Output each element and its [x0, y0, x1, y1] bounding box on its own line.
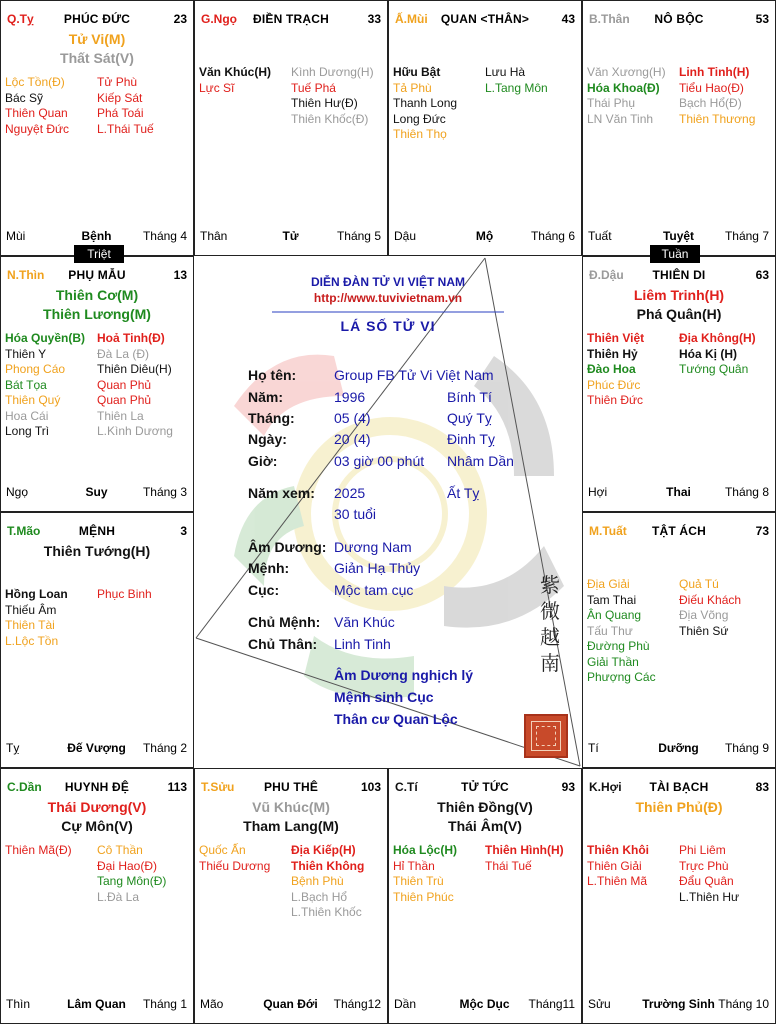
palace-footer — [588, 485, 769, 501]
main-star: Tử Vi(M) — [68, 31, 126, 47]
palace-stem: B.Thân — [589, 12, 630, 26]
palace-age: 43 — [561, 12, 575, 26]
minor-star: Địa Không(H) — [679, 331, 756, 345]
palace-thin — [0, 256, 194, 512]
palace-branch: Mão — [200, 997, 224, 1011]
info-value: 20 (4) — [334, 431, 371, 447]
palace-stem: T.Sửu — [201, 780, 235, 794]
palace-branch: Tí — [588, 741, 599, 755]
info-value: 03 giờ 00 phút — [334, 453, 425, 469]
minor-star: L.Bạch Hổ — [291, 889, 348, 904]
minor-star: Thiên Khôi — [587, 843, 649, 857]
palace-footer — [6, 741, 187, 757]
info-value: 05 (4) — [334, 410, 371, 426]
minor-star: Tiểu Hao(Đ) — [679, 80, 744, 95]
minor-star: Trực Phù — [679, 858, 729, 873]
minor-star: Văn Xương(H) — [587, 65, 666, 79]
info-label: Họ tên: — [248, 367, 297, 383]
main-star: Thiên Phủ(Đ) — [635, 799, 723, 815]
info-value: 30 tuổi — [334, 506, 377, 522]
minor-star: Hóa Quyền(B) — [5, 331, 86, 345]
minor-star: Thiên Y — [5, 346, 47, 361]
palace-footer — [588, 997, 769, 1013]
main-star: Thái Dương(V) — [47, 799, 147, 815]
palace-life-stage: Dưỡng — [658, 741, 699, 755]
minor-star: Ân Quang — [587, 608, 642, 622]
palace-stem: N.Thìn — [7, 268, 45, 282]
palace-tuat — [582, 512, 776, 768]
minor-star: Hóa Khoa(Đ) — [587, 80, 660, 95]
minor-star: Thiên Việt — [587, 331, 645, 345]
info-label: Ngày: — [248, 431, 287, 447]
palace-life-stage: Lâm Quan — [67, 997, 126, 1011]
minor-star: Phong Cáo — [5, 362, 66, 376]
minor-stars-left — [587, 65, 666, 127]
minor-stars-right — [291, 65, 374, 127]
minor-star: Hóa Lộc(H) — [393, 843, 457, 857]
palace-stem: T.Mão — [7, 524, 41, 538]
palace-age: 33 — [367, 12, 381, 26]
minor-stars-right — [97, 331, 173, 440]
palace-branch: Tỵ — [6, 741, 20, 755]
main-star: Cự Môn(V) — [61, 818, 133, 834]
palace-life-stage: Đế Vượng — [67, 741, 126, 755]
minor-star: Điếu Khách — [679, 592, 742, 607]
main-star: Thiên Lương(M) — [43, 306, 151, 322]
minor-stars-left — [5, 331, 85, 440]
palace-life-stage: Thai — [666, 485, 691, 499]
minor-star: Lực Sĩ — [199, 80, 235, 95]
minor-star: Tử Phù — [97, 75, 138, 89]
palace-month: Tháng 10 — [718, 997, 769, 1011]
palace-life-stage: Bệnh — [81, 229, 112, 243]
info-can-chi: Bính Tí — [447, 389, 492, 405]
minor-star: Thiên Quý — [5, 393, 61, 407]
palace-stem: Đ.Dậu — [589, 268, 624, 282]
minor-stars-left — [5, 587, 68, 649]
palace-month: Tháng 2 — [142, 741, 187, 755]
minor-star: Thiên Giải — [587, 858, 642, 873]
palace-month: Tháng 9 — [724, 741, 769, 755]
palace-branch: Dậu — [394, 229, 417, 243]
minor-star: Thiên Phúc — [393, 889, 454, 904]
palace-stem: Q.Tỵ — [7, 12, 34, 26]
palace-header — [7, 12, 187, 28]
minor-star: Phi Liêm — [679, 843, 726, 857]
minor-star: Thiên Hư(Đ) — [291, 96, 358, 110]
site-name: DIỄN ĐÀN TỬ VI VIỆT NAM — [311, 275, 465, 289]
palace-month: Tháng 7 — [724, 229, 769, 243]
palace-name: THIÊN DI — [652, 268, 706, 282]
palace-name: TỬ TỨC — [461, 780, 509, 794]
palace-header — [589, 12, 769, 28]
minor-star: Đà La (Đ) — [97, 346, 150, 361]
minor-star: Thiên Khốc(Đ) — [291, 111, 369, 126]
minor-stars-right — [485, 843, 564, 874]
palace-name: PHÚC ĐỨC — [63, 12, 131, 26]
minor-star: Tấu Thư — [587, 623, 633, 638]
minor-stars-left — [587, 843, 649, 890]
minor-star: Thiên Thọ — [393, 127, 447, 141]
palace-month: Tháng 6 — [530, 229, 575, 243]
palace-header — [7, 268, 187, 284]
minor-stars-right — [291, 843, 364, 921]
minor-star: Hữu Bật — [393, 65, 441, 79]
minor-star: Tướng Quân — [679, 362, 749, 376]
palace-stem: G.Ngọ — [201, 12, 237, 26]
info-value: Group FB Tử Vi Việt Nam — [334, 367, 494, 383]
palace-than — [582, 0, 776, 256]
triangle-line-2 — [485, 258, 580, 766]
minor-stars-right — [679, 65, 755, 127]
center-info-panel — [194, 256, 582, 768]
palace-suu — [194, 768, 388, 1024]
palace-stem: M.Tuất — [589, 524, 627, 538]
minor-star: Thiên Diêu(H) — [97, 362, 172, 376]
palace-ti — [388, 768, 582, 1024]
minor-stars-right — [679, 843, 739, 905]
palace-branch: Hợi — [588, 485, 608, 499]
minor-star: L.Thiên Mã — [587, 874, 648, 888]
palace-header — [7, 780, 187, 796]
palace-life-stage: Quan Đới — [263, 997, 318, 1011]
minor-star: Quan Phủ — [97, 393, 152, 407]
minor-star: Thiên Mã(Đ) — [5, 843, 72, 857]
palace-name: HUYNH ĐỆ — [64, 780, 130, 794]
info-value: Văn Khúc — [334, 614, 395, 630]
minor-star: L.Thiên Hư — [679, 889, 740, 904]
minor-stars-right — [97, 843, 166, 905]
palace-age: 113 — [167, 780, 187, 794]
main-star: Phá Quân(H) — [636, 306, 722, 322]
info-label: Năm xem: — [248, 485, 315, 501]
main-star: Tham Lang(M) — [243, 818, 339, 834]
palace-stem: C.Dần — [7, 780, 42, 794]
palace-branch: Ngọ — [6, 485, 29, 499]
main-star: Liêm Trinh(H) — [633, 287, 725, 303]
minor-star: LN Văn Tinh — [587, 111, 654, 126]
palace-branch: Tuất — [588, 229, 612, 243]
minor-star: Thiếu Dương — [199, 858, 271, 873]
minor-star: Đẩu Quân — [679, 874, 734, 888]
info-value: Dương Nam — [334, 539, 412, 555]
chart-note: Mệnh sinh Cục — [334, 689, 434, 705]
chart-note: Thân cư Quan Lộc — [334, 711, 458, 727]
main-star: Vũ Khúc(M) — [252, 799, 330, 815]
minor-star: Địa Giải — [587, 577, 630, 591]
palace-name: PHỤ MẪU — [68, 268, 126, 282]
palace-footer — [6, 229, 187, 245]
info-label: Cục: — [248, 582, 280, 598]
palace-dau — [582, 256, 776, 512]
palace-hoi — [582, 768, 776, 1024]
minor-stars-left — [199, 843, 270, 874]
tuan-marker: Tuần — [650, 245, 700, 263]
palace-header — [395, 780, 575, 796]
info-label: Chủ Thân: — [248, 636, 318, 652]
triet-marker: Triệt — [74, 245, 124, 263]
minor-star: Thanh Long — [393, 96, 458, 110]
palace-footer — [6, 485, 187, 501]
palace-life-stage: Tuyệt — [662, 229, 695, 243]
palace-month: Tháng 8 — [724, 485, 769, 499]
main-star: Thiên Tướng(H) — [43, 543, 151, 559]
minor-star: Thái Tuế — [485, 858, 532, 873]
minor-star: Phúc Đức — [587, 377, 641, 392]
palace-ty — [0, 0, 194, 256]
palace-month: Tháng 5 — [336, 229, 381, 243]
palace-branch: Sửu — [588, 997, 611, 1011]
minor-stars-right — [97, 75, 154, 137]
palace-name: TẬT ÁCH — [651, 524, 707, 538]
palace-life-stage: Suy — [85, 485, 108, 499]
palace-life-stage: Mộc Dục — [459, 997, 510, 1011]
palace-name: QUAN <THÂN> — [440, 12, 530, 26]
minor-star: Thiên Đức — [587, 393, 644, 407]
minor-star: Thiên Hình(H) — [485, 843, 564, 857]
info-value: Giản Hạ Thủy — [334, 560, 421, 576]
palace-name: PHU THÊ — [263, 780, 319, 794]
minor-stars-right — [679, 577, 741, 639]
minor-star: Phục Binh — [97, 587, 152, 601]
palace-header — [201, 780, 381, 796]
minor-star: Thiên Quan — [5, 106, 68, 120]
chart-title: LÁ SỐ TỬ VI — [340, 318, 436, 334]
palace-footer — [394, 229, 575, 245]
palace-life-stage: Mộ — [475, 229, 494, 243]
palace-ngo — [194, 0, 388, 256]
info-can-chi: Nhâm Dần — [447, 453, 514, 469]
minor-star: Đào Hoa — [587, 362, 636, 376]
minor-star: Hỉ Thần — [393, 858, 435, 873]
palace-age: 53 — [755, 12, 769, 26]
minor-star: Quả Tú — [679, 577, 719, 591]
main-star: Thất Sát(V) — [60, 50, 134, 66]
info-label: Tháng: — [248, 410, 295, 426]
minor-star: Linh Tinh(H) — [679, 65, 750, 79]
palace-header — [589, 268, 769, 284]
minor-star: Thiên Tài — [5, 618, 55, 632]
palace-name: TÀI BẠCH — [649, 780, 709, 794]
palace-footer — [6, 997, 187, 1013]
minor-star: Hoa Cái — [5, 408, 49, 423]
palace-header — [589, 780, 769, 796]
info-can-chi: Đinh Tỵ — [447, 431, 495, 447]
minor-star: Bệnh Phù — [291, 874, 344, 888]
minor-star: Bát Tọa — [5, 377, 47, 392]
palace-footer — [200, 997, 381, 1013]
minor-star: Hồng Loan — [5, 587, 68, 601]
info-value: Mộc tam cục — [334, 582, 414, 598]
minor-star: L.Kình Dương — [97, 424, 173, 438]
palace-stem: K.Hợi — [589, 780, 622, 794]
minor-star: L.Thiên Khốc — [291, 905, 362, 919]
info-can-chi: Ất Tỵ — [447, 485, 480, 501]
info-label: Năm: — [248, 389, 284, 405]
info-label: Chủ Mệnh: — [248, 614, 321, 630]
minor-stars-left — [5, 75, 69, 137]
palace-age: 63 — [755, 268, 769, 282]
minor-star: Bác Sỹ — [5, 90, 44, 105]
palace-name: NÔ BỘC — [654, 12, 704, 26]
palace-header — [395, 12, 575, 28]
palace-footer — [588, 741, 769, 757]
red-seal-stamp — [524, 714, 568, 758]
palace-life-stage: Trường Sinh — [642, 997, 715, 1011]
palace-footer — [588, 229, 769, 245]
minor-stars-left — [5, 843, 72, 859]
minor-star: Tuế Phá — [291, 80, 336, 95]
minor-star: Thiên Sứ — [679, 623, 729, 638]
minor-star: Thái Phụ — [587, 96, 636, 110]
palace-name: ĐIỀN TRẠCH — [253, 12, 329, 26]
info-can-chi: Quý Tỵ — [447, 410, 492, 426]
minor-star: Địa Võng — [679, 608, 729, 622]
palace-age: 73 — [755, 524, 769, 538]
minor-star: Tam Thai — [587, 592, 637, 607]
minor-star: Kiếp Sát — [97, 90, 143, 105]
palace-age: 13 — [173, 268, 187, 282]
palace-header — [7, 524, 187, 540]
palace-branch: Thìn — [6, 997, 31, 1011]
minor-star: Thiên La — [97, 408, 144, 423]
minor-star: Địa Kiếp(H) — [291, 843, 356, 857]
palace-name: MỆNH — [78, 524, 116, 538]
palace-age: 93 — [561, 780, 575, 794]
main-star: Thái Âm(V) — [448, 818, 522, 834]
minor-star: Thiên Hỷ — [587, 346, 638, 361]
minor-star: Tả Phù — [393, 80, 432, 95]
info-value: Linh Tinh — [334, 636, 391, 652]
vertical-calligraphy: 紫 微 越 南 — [540, 573, 560, 675]
minor-star: Thiên Thương — [679, 111, 756, 126]
palace-branch: Dần — [394, 997, 417, 1011]
minor-star: Hóa Kị (H) — [679, 346, 737, 361]
palace-age: 103 — [360, 780, 381, 794]
minor-star: Quan Phủ — [97, 377, 152, 392]
minor-star: Giải Thần — [587, 654, 639, 669]
palace-age: 3 — [180, 524, 187, 538]
minor-stars-right — [485, 65, 548, 96]
info-label: Mệnh: — [248, 560, 290, 576]
palace-age: 23 — [173, 12, 187, 26]
palace-footer — [394, 997, 575, 1013]
minor-star: Thiếu Âm — [5, 602, 57, 617]
palace-stem: Ấ.Mùi — [395, 12, 428, 26]
minor-star: Hoả Tinh(Đ) — [97, 331, 165, 345]
minor-stars-left — [393, 843, 457, 905]
minor-star: Văn Khúc(H) — [199, 65, 271, 79]
minor-star: L.Đà La — [97, 889, 140, 904]
palace-month: Tháng12 — [333, 997, 381, 1011]
minor-star: Long Đức — [393, 111, 446, 126]
minor-star: Phượng Các — [587, 670, 656, 684]
palace-branch: Thân — [200, 229, 228, 243]
minor-stars-right — [97, 587, 152, 603]
minor-star: Tang Môn(Đ) — [97, 874, 167, 888]
palace-header — [589, 524, 769, 540]
palace-branch: Mùi — [6, 229, 26, 243]
site-url[interactable]: http://www.tuvivietnam.vn — [313, 291, 463, 305]
minor-star: Quốc Ấn — [199, 843, 246, 857]
minor-stars-left — [587, 331, 644, 409]
palace-dan — [0, 768, 194, 1024]
minor-stars-left — [587, 577, 656, 686]
info-value: 2025 — [334, 485, 366, 501]
minor-star: Lưu Hà — [485, 65, 526, 79]
minor-stars-left — [393, 65, 457, 143]
info-value: 1996 — [334, 389, 366, 405]
minor-star: Bạch Hổ(Đ) — [679, 96, 742, 110]
chart-note: Âm Dương nghịch lý — [334, 667, 474, 683]
palace-mui — [388, 0, 582, 256]
minor-star: Phá Toái — [97, 106, 144, 120]
palace-footer — [200, 229, 381, 245]
palace-mao — [0, 512, 194, 768]
info-label: Giờ: — [248, 453, 278, 469]
minor-star: Thiên Trù — [393, 874, 444, 888]
palace-header — [201, 12, 381, 28]
minor-star: Long Trì — [5, 424, 50, 438]
minor-star: Lộc Tồn(Đ) — [5, 75, 65, 89]
minor-stars-left — [199, 65, 271, 96]
minor-star: Đại Hao(Đ) — [97, 858, 158, 873]
minor-star: Kình Dương(H) — [291, 65, 374, 79]
minor-star: Cô Thần — [97, 843, 143, 857]
minor-star: L.Thái Tuế — [97, 121, 154, 136]
palace-month: Tháng 3 — [142, 485, 187, 499]
minor-star: L.Tang Môn — [485, 80, 548, 95]
palace-life-stage: Tử — [282, 229, 299, 243]
palace-stem: C.Tí — [395, 780, 418, 794]
palace-month: Tháng 1 — [142, 997, 187, 1011]
info-label: Âm Dương: — [248, 539, 327, 555]
main-star: Thiên Cơ(M) — [55, 287, 139, 303]
minor-stars-right — [679, 331, 756, 378]
minor-star: Thiên Không — [291, 858, 365, 873]
palace-month: Tháng11 — [528, 997, 575, 1011]
main-star: Thiên Đồng(V) — [437, 799, 533, 815]
minor-star: Đường Phù — [587, 639, 650, 653]
palace-age: 83 — [755, 780, 769, 794]
palace-month: Tháng 4 — [142, 229, 187, 243]
minor-star: L.Lộc Tồn — [5, 633, 59, 648]
minor-star: Nguyệt Đức — [5, 121, 70, 136]
